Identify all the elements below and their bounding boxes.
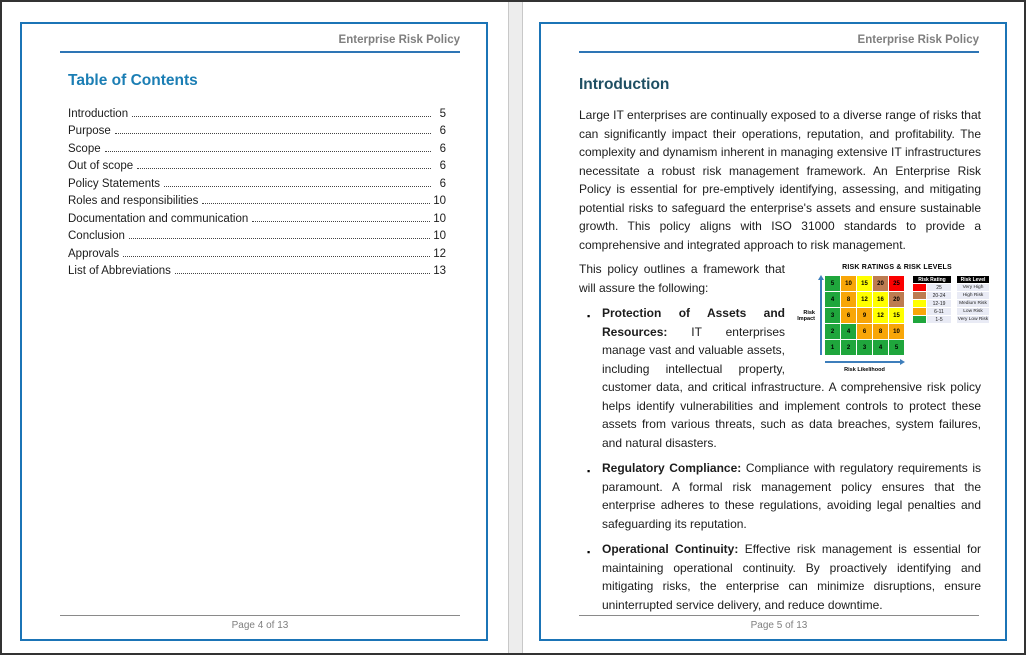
- figure-title: RISK RATINGS & RISK LEVELS: [842, 264, 952, 271]
- risk-matrix-cell: 10: [889, 324, 904, 339]
- rating-legend-header: Risk Rating: [913, 276, 951, 283]
- level-legend-row: Low Risk: [957, 308, 989, 315]
- toc-item-scope[interactable]: [68, 137, 446, 155]
- bullet-text: Effective risk management is essential for maintaining operational continuity. By proactively identifying and mitigating risks, the enterprise can minimize disruptions, ensure uninterrupted service delivery, and reduce downtime.: [602, 542, 981, 612]
- rating-legend-row: [913, 284, 951, 291]
- toc-item-policy-statements[interactable]: [68, 172, 446, 190]
- bullet-marker: ▪: [587, 311, 591, 321]
- toc-section: [22, 24, 486, 277]
- toc-page-number: 5: [439, 107, 446, 120]
- toc-item-label: Policy Statements: [68, 177, 161, 190]
- toc-item-purpose[interactable]: [68, 120, 446, 138]
- introduction-section: [541, 24, 1005, 614]
- risk-matrix-cell: 2: [825, 324, 840, 339]
- page-footer: [60, 615, 460, 631]
- toc-item-list-of-abbreviations[interactable]: [68, 260, 446, 278]
- toc-leader: [123, 256, 430, 257]
- toc-page-number: 6: [439, 142, 446, 155]
- level-legend-row: High Risk: [957, 292, 989, 299]
- toc-title: Table of Contents: [68, 72, 198, 89]
- intro-paragraph-2: This policy outlines a framework that will assure the following:: [579, 262, 785, 295]
- toc-page-number: 12: [433, 247, 446, 260]
- toc-leader: [175, 273, 430, 274]
- toc-leader: [164, 186, 431, 187]
- toc-page-number: 10: [433, 230, 446, 242]
- footer-page-count: Page 4 of 13: [231, 620, 289, 631]
- impact-axis-label: Risk Impact: [797, 309, 815, 322]
- risk-matrix-cell: 6: [857, 324, 872, 339]
- section-heading: Introduction: [579, 76, 670, 93]
- toc-leader: [137, 168, 431, 169]
- bullet-text: IT enterprises manage vast and valuable assets, including intellectual property, customer data, and critical infrastructure. A comprehensive risk policy helps identify vulnerabilities and implement controls to protect these assets from various threats, such as data breaches, system failures, and natural disasters.: [602, 324, 981, 450]
- risk-matrix-cell: 2: [841, 340, 856, 355]
- bullet-lead: Protection of Assets and Resources:: [602, 306, 785, 339]
- bullet-marker: ▪: [587, 547, 591, 557]
- toc-leader: [105, 151, 431, 152]
- rating-range: 20-24: [927, 292, 951, 299]
- risk-matrix-cell: 15: [889, 308, 904, 323]
- toc-item-label: Out of scope: [68, 160, 134, 172]
- toc-leader: [252, 221, 430, 222]
- risk-matrix-cell: 3: [857, 340, 872, 355]
- risk-matrix-cell: 8: [841, 292, 856, 307]
- rating-range: 6-11: [927, 308, 951, 315]
- pages-divider: [508, 2, 523, 653]
- footer-page-count: Page 5 of 13: [750, 620, 808, 631]
- risk-matrix-cell: 5: [889, 340, 904, 355]
- level-legend-row: Very Low Risk: [957, 317, 989, 322]
- risk-matrix-cell: 16: [873, 292, 888, 307]
- risk-matrix-cell: 1: [825, 340, 840, 355]
- bullet-lead: Operational Continuity:: [602, 542, 739, 556]
- rating-range: 25: [927, 284, 951, 291]
- toc-item-label: Introduction: [68, 107, 129, 120]
- page-5: [539, 22, 1007, 641]
- toc-page-number: 6: [439, 177, 446, 190]
- risk-matrix-cell: 5: [825, 276, 840, 291]
- page-header: [60, 34, 460, 53]
- toc-item-label: Scope: [68, 142, 101, 155]
- toc-leader: [129, 238, 430, 239]
- toc-page-number: 10: [433, 212, 446, 225]
- risk-matrix-cell: 8: [873, 324, 888, 339]
- risk-matrix-cell: 10: [841, 276, 856, 291]
- risk-matrix-cell: 20: [889, 292, 904, 307]
- bullet-marker: ▪: [587, 466, 591, 476]
- toc-item-documentation-communication[interactable]: [68, 207, 446, 225]
- header-title: Enterprise Risk Policy: [857, 34, 979, 46]
- toc-item-introduction[interactable]: [68, 102, 446, 120]
- toc-item-label: Purpose: [68, 125, 111, 137]
- toc-item-conclusion[interactable]: [68, 225, 446, 243]
- bullet-list: [579, 304, 981, 614]
- risk-matrix-cell: 3: [825, 308, 840, 323]
- toc-page-number: 6: [439, 125, 446, 137]
- toc-page-number: 6: [439, 160, 446, 172]
- bullet-item-regulatory-compliance: [579, 459, 981, 533]
- toc-leader: [115, 133, 431, 134]
- toc-page-number: 10: [433, 195, 446, 207]
- level-legend-row: Medium Risk: [957, 300, 989, 307]
- risk-matrix-cell: 9: [857, 308, 872, 323]
- toc-item-label: Approvals: [68, 247, 120, 260]
- toc-item-roles-responsibilities[interactable]: [68, 190, 446, 208]
- level-legend-header: Risk Level: [957, 276, 989, 283]
- bullet-lead: Regulatory Compliance:: [602, 461, 742, 475]
- toc-item-approvals[interactable]: [68, 242, 446, 260]
- risk-matrix-cell: 4: [825, 292, 840, 307]
- risk-matrix-cell: 4: [873, 340, 888, 355]
- page-header: [579, 34, 979, 53]
- risk-matrix-cell: 15: [857, 276, 872, 291]
- toc-item-label: Documentation and communication: [68, 212, 249, 225]
- intro-paragraph-1: Large IT enterprises are continually exposed to a diverse range of risks that can significantly impact their operations, reputation, and profitability. The complexity and dynamism inherent in managing extensive IT infrastructures necessitate a robust risk management framework. An Enterprise Risk Policy is essential for pre-emptively identifying, assessing, and mitigating potential risks to safeguard the enterprise's assets and ensure sustainable growth. This policy aligns with ISO 31000 standards to provide a comprehensive and integrated approach to risk management.: [579, 108, 981, 252]
- toc-item-out-of-scope[interactable]: [68, 155, 446, 173]
- risk-matrix-cell: 6: [841, 308, 856, 323]
- toc-item-label: List of Abbreviations: [68, 265, 171, 277]
- rating-swatch: [913, 292, 926, 299]
- risk-matrix-cell: 20: [873, 276, 888, 291]
- toc-leader: [202, 203, 430, 204]
- bullet-item-operational-continuity: [579, 540, 981, 614]
- rating-legend-row: [913, 292, 951, 299]
- risk-matrix-cell: 4: [841, 324, 856, 339]
- toc-list: [68, 102, 446, 277]
- rating-range: 12-19: [927, 300, 951, 307]
- likelihood-axis-label: Risk Likelihood: [844, 367, 885, 373]
- toc-item-label: Conclusion: [68, 230, 125, 242]
- toc-page-number: 13: [433, 265, 446, 277]
- toc-item-label: Roles and responsibilities: [68, 195, 199, 207]
- rating-swatch: [913, 284, 926, 291]
- risk-matrix-cell: 12: [873, 308, 888, 323]
- bullet-text: Compliance with regulatory requirements is paramount. A formal risk management policy ensures that the enterprise adheres to these regulations, avoiding legal penalties and safeguarding its reputation.: [602, 461, 981, 531]
- toc-leader: [132, 116, 431, 117]
- risk-matrix-cell: 25: [889, 276, 904, 291]
- risk-matrix-cell: 12: [857, 292, 872, 307]
- page-4: [20, 22, 488, 641]
- rating-range: 1-5: [927, 316, 951, 323]
- level-legend-row: Very High: [957, 284, 989, 291]
- header-title: Enterprise Risk Policy: [338, 34, 460, 46]
- page-footer: [579, 615, 979, 631]
- bullet-item-protection-of-assets: [579, 304, 981, 452]
